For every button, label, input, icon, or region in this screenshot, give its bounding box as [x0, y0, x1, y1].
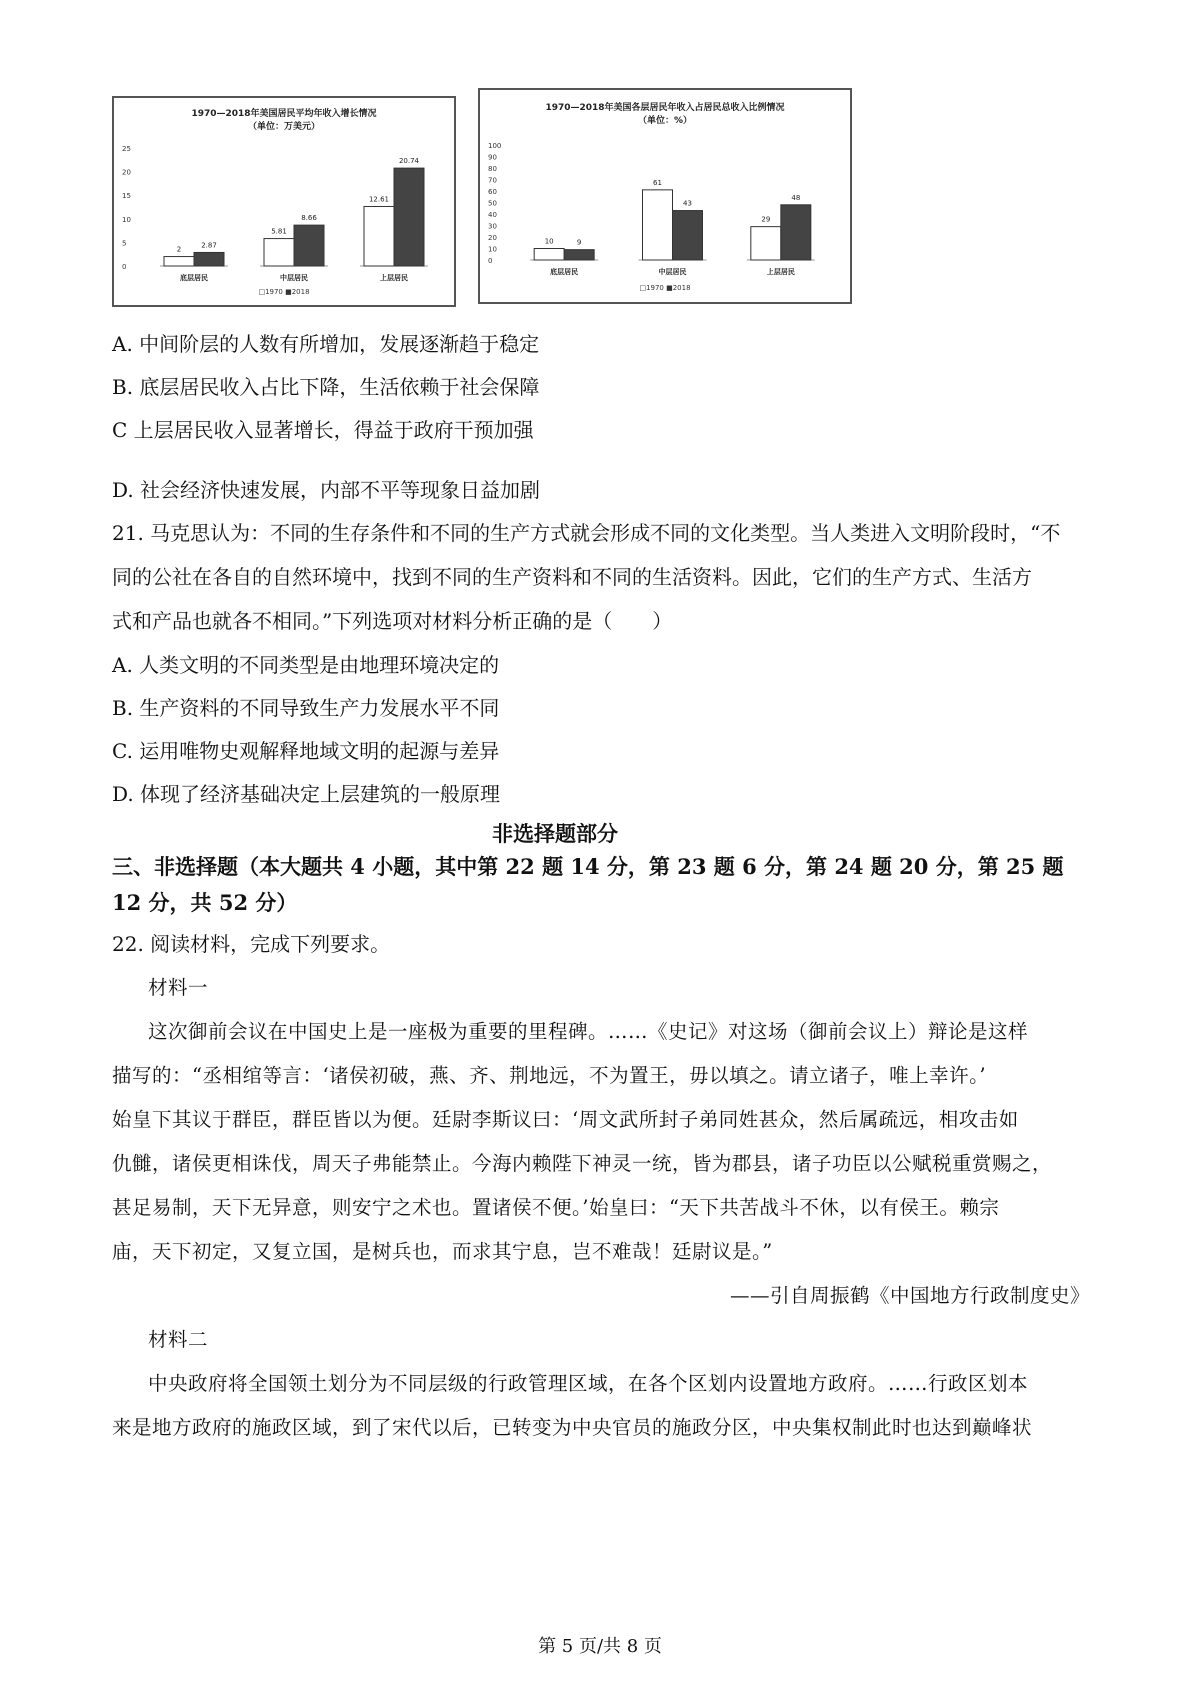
- material2-line-1: 中央政府将全国领土划分为不同层级的行政管理区域，在各个区划内设置地方政府。……行政区划本: [148, 1372, 1029, 1395]
- chart-title: 1970—2018年美国各层居民年收入占居民总收入比例情况: [545, 103, 785, 113]
- chart-avg-income-svg: [114, 98, 454, 305]
- data-label: 29: [761, 215, 771, 224]
- y-tick-label: 20: [488, 234, 497, 242]
- bar-1970: [364, 206, 394, 266]
- q20-option-c[interactable]: C 上层居民收入显著增长，得益于政府干预加强: [112, 418, 534, 442]
- category-label: 底层居民: [180, 274, 208, 282]
- data-label: 43: [683, 199, 692, 208]
- material2-line-2: 来是地方政府的施政区域，到了宋代以后，已转变为中央官员的施政分区，中央集权制此时也达到巅峰状: [112, 1416, 1033, 1439]
- bar-1970: [643, 190, 673, 260]
- data-label: 2.87: [201, 241, 217, 250]
- y-tick-label: 10: [488, 245, 497, 254]
- y-tick-label: 30: [488, 222, 497, 231]
- section-heading-line-2: 12 分，共 52 分）: [112, 890, 298, 915]
- chart-title: 1970—2018年美国居民平均年收入增长情况: [191, 109, 377, 119]
- chart-subtitle: （单位：万美元）: [247, 122, 321, 132]
- q20-option-a[interactable]: A. 中间阶层的人数有所增加，发展逐渐趋于稳定: [112, 332, 540, 356]
- data-label: 12.61: [368, 195, 390, 204]
- material1-line-2: 描写的：“丞相绾等言：‘诸侯初破，燕、齐、荆地远，不为置王，毋以填之。请立诸子，唯上幸许。’: [112, 1064, 987, 1087]
- material1-source: ——引自周振鹤《中国地方行政制度史》: [729, 1284, 1090, 1307]
- data-label: 20.74: [398, 157, 420, 166]
- y-tick-label: 90: [488, 153, 497, 162]
- section-title: 非选择题部分: [492, 821, 618, 846]
- data-label: 61: [653, 178, 662, 187]
- page-footer: 第 5 页/共 8 页: [538, 1636, 662, 1657]
- q21-stem-line-2: 同的公社在各自的自然环境中，找到不同的生产资料和不同的生活资料。因此，它们的生产方式、生活方: [112, 565, 1032, 589]
- q22-stem: 22. 阅读材料，完成下列要求。: [112, 932, 391, 956]
- q21-stem-line-1: 21. 马克思认为：不同的生存条件和不同的生产方式就会形成不同的文化类型。当人类进入文明阶段时，“不: [112, 521, 1061, 545]
- category-label: 中层居民: [280, 274, 308, 282]
- bar-2018: [564, 250, 594, 260]
- y-tick-label: 40: [488, 211, 497, 219]
- data-label: 5.81: [271, 227, 287, 236]
- bar-2018: [781, 205, 811, 260]
- y-tick-label: 100: [488, 142, 502, 150]
- legend: □1970 ■2018: [258, 288, 310, 296]
- bar-2018: [394, 168, 424, 266]
- q21-option-b[interactable]: B. 生产资料的不同导致生产力发展水平不同: [112, 696, 500, 720]
- y-tick-label: 20: [122, 168, 131, 177]
- data-label: 8.66: [301, 214, 317, 223]
- category-label: 中层居民: [658, 268, 687, 276]
- y-tick-label: 60: [488, 188, 497, 196]
- bar-2018: [673, 211, 703, 260]
- bar-1970: [534, 249, 564, 261]
- chart-income-share-svg: [480, 90, 850, 302]
- y-tick-label: 0: [122, 263, 127, 271]
- material1-line-6: 庙，天下初定，又复立国，是树兵也，而求其宁息，岂不难哉！廷尉议是。”: [112, 1240, 773, 1263]
- material1-line-3: 始皇下其议于群臣，群臣皆以为便。廷尉李斯议曰：‘周文武所封子弟同姓甚众，然后属疏远，相攻击如: [112, 1108, 1019, 1131]
- category-label: 底层居民: [550, 268, 579, 276]
- q20-option-d[interactable]: D. 社会经济快速发展，内部不平等现象日益加剧: [112, 478, 541, 502]
- bar-1970: [264, 239, 294, 266]
- chart-income-share: [478, 88, 852, 304]
- y-tick-label: 80: [488, 165, 497, 173]
- y-tick-label: 5: [122, 239, 127, 248]
- bar-1970: [164, 257, 194, 266]
- data-label: 2: [176, 245, 182, 254]
- category-label: 上层居民: [380, 274, 408, 282]
- material1-label: 材料一: [148, 976, 209, 999]
- chart-avg-income: [112, 96, 456, 307]
- section-heading-line-1: 三、非选择题（本大题共 4 小题，其中第 22 题 14 分，第 23 题 6 分，第 24 题 20 分，第 25 题: [112, 854, 1064, 879]
- y-tick-label: 15: [122, 192, 131, 201]
- q21-option-d[interactable]: D. 体现了经济基础决定上层建筑的一般原理: [112, 782, 501, 806]
- legend: □1970 ■2018: [639, 284, 691, 292]
- bar-1970: [751, 227, 781, 260]
- material2-label: 材料二: [148, 1328, 209, 1351]
- y-tick-label: 70: [488, 176, 497, 185]
- q21-option-a[interactable]: A. 人类文明的不同类型是由地理环境决定的: [112, 653, 500, 677]
- bar-2018: [294, 225, 324, 266]
- q21-option-c[interactable]: C. 运用唯物史观解释地域文明的起源与差异: [112, 739, 500, 763]
- data-label: 9: [576, 238, 582, 247]
- y-tick-label: 10: [122, 215, 131, 224]
- material1-line-1: 这次御前会议在中国史上是一座极为重要的里程碑。……《史记》对这场（御前会议上）辩论是这样: [148, 1020, 1029, 1043]
- material1-line-4: 仇雠，诸侯更相诛伐，周天子弗能禁止。今海内赖陛下神灵一统，皆为郡县，诸子功臣以公赋税重赏赐之，: [112, 1152, 1053, 1175]
- material1-line-5: 甚足易制，天下无异意，则安宁之术也。置诸侯不便。’始皇曰：“天下共苦战斗不休，以有侯王。赖宗: [112, 1196, 1000, 1219]
- y-tick-label: 50: [488, 199, 497, 208]
- q21-stem-line-3: 式和产品也就各不相同。”下列选项对材料分析正确的是（ ）: [112, 609, 673, 633]
- data-label: 48: [791, 193, 801, 202]
- y-tick-label: 0: [488, 257, 493, 265]
- data-label: 10: [544, 237, 554, 246]
- q20-option-b[interactable]: B. 底层居民收入占比下降，生活依赖于社会保障: [112, 375, 540, 399]
- bar-2018: [194, 252, 224, 266]
- y-tick-label: 25: [122, 145, 131, 153]
- category-label: 上层居民: [766, 268, 795, 276]
- chart-subtitle: （单位：%）: [637, 116, 693, 126]
